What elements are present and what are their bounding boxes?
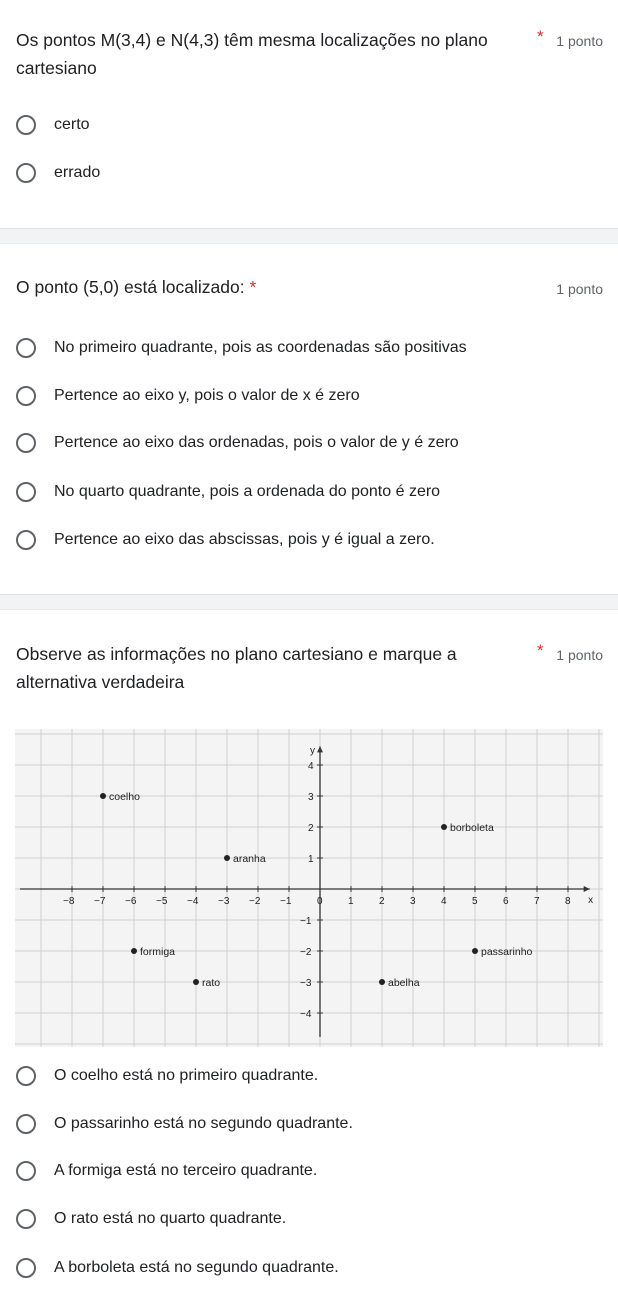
x-tick-label: −1 (280, 896, 292, 907)
option-label: certo (54, 116, 90, 133)
x-tick-label: 0 (317, 896, 323, 907)
question-divider (0, 228, 618, 244)
q2-option-2[interactable] (16, 382, 360, 410)
x-tick-label: 8 (565, 896, 571, 907)
q3-option-5[interactable] (16, 1254, 339, 1282)
option-label: No quarto quadrante, pois a ordenada do ponto é zero (54, 483, 441, 500)
cartesian-plane-image (15, 729, 603, 1047)
data-point-label: borboleta (450, 822, 494, 834)
radio-button[interactable] (16, 1209, 36, 1229)
y-tick-label: 3 (308, 792, 314, 803)
y-axis-arrow (317, 746, 323, 752)
data-point-label: aranha (233, 853, 266, 865)
x-tick-label: −7 (94, 896, 106, 907)
x-tick-label: −8 (63, 896, 75, 907)
required-asterisk: * (537, 27, 544, 46)
q1-option-errado[interactable] (16, 159, 100, 187)
x-tick-label: −2 (249, 896, 261, 907)
option-label: O coelho está no primeiro quadrante. (54, 1067, 319, 1084)
question-2-title-text: O ponto (5,0) está localizado: (16, 277, 245, 297)
y-tick-label: −3 (300, 978, 312, 989)
radio-button[interactable] (16, 530, 36, 550)
option-label: Pertence ao eixo das abscissas, pois y é igual a zero. (54, 531, 435, 548)
data-point-aranha (224, 855, 230, 861)
question-1-title: Os pontos M(3,4) e N(4,3) têm mesma localizações no plano cartesiano (16, 30, 488, 78)
y-tick-label: −4 (300, 1009, 312, 1020)
x-tick-label: 5 (472, 896, 478, 907)
option-label: A formiga está no terceiro quadrante. (54, 1162, 318, 1179)
q3-option-1[interactable] (16, 1062, 318, 1090)
question-3-points: 1 ponto (556, 647, 603, 663)
x-tick-label: −5 (156, 896, 168, 907)
y-tick-label: −2 (300, 947, 312, 958)
q3-option-3[interactable] (16, 1157, 317, 1185)
q2-option-4[interactable] (16, 478, 440, 506)
data-point-label: passarinho (481, 946, 533, 958)
question-2-points: 1 ponto (556, 281, 603, 297)
data-point-borboleta (441, 824, 447, 830)
x-tick-label: −4 (187, 896, 199, 907)
q1-option-certo[interactable] (16, 111, 90, 139)
x-tick-label: −3 (218, 896, 230, 907)
x-axis-arrow (584, 886, 590, 892)
required-asterisk: * (249, 277, 257, 297)
radio-button[interactable] (16, 163, 36, 183)
question-3-title: Observe as informações no plano cartesiano e marque a alternativa verdadeira (16, 644, 457, 692)
data-point-formiga (131, 948, 137, 954)
question-2-title (16, 273, 496, 301)
radio-button[interactable] (16, 482, 36, 502)
x-tick-label: 1 (348, 896, 354, 907)
data-point-label: coelho (109, 791, 140, 803)
radio-button[interactable] (16, 433, 36, 453)
x-tick-label: 7 (534, 896, 540, 907)
data-point-label: abelha (388, 977, 420, 989)
y-tick-label: −1 (300, 916, 312, 927)
y-tick-label: 2 (308, 823, 314, 834)
x-tick-label: 3 (410, 896, 416, 907)
q2-option-3[interactable] (16, 429, 459, 457)
radio-button[interactable] (16, 1258, 36, 1278)
data-point-coelho (100, 793, 106, 799)
x-axis-label: x (588, 895, 594, 906)
data-point-rato (193, 979, 199, 985)
q3-option-4[interactable] (16, 1205, 286, 1233)
option-label: A borboleta está no segundo quadrante. (54, 1259, 339, 1276)
radio-button[interactable] (16, 386, 36, 406)
y-tick-label: 4 (308, 761, 314, 772)
required-asterisk: * (537, 641, 544, 660)
question-1-points: 1 ponto (556, 33, 603, 49)
data-point-label: formiga (140, 946, 176, 958)
option-label: Pertence ao eixo y, pois o valor de x é zero (54, 387, 360, 404)
option-label: errado (54, 164, 101, 181)
option-label: O rato está no quarto quadrante. (54, 1210, 287, 1227)
option-label: O passarinho está no segundo quadrante. (54, 1115, 353, 1132)
x-tick-label: 6 (503, 896, 509, 907)
question-divider (0, 594, 618, 610)
radio-button[interactable] (16, 338, 36, 358)
x-tick-label: 4 (441, 896, 447, 907)
x-tick-label: −6 (125, 896, 137, 907)
option-label: Pertence ao eixo das ordenadas, pois o valor de y é zero (54, 434, 459, 451)
data-point-label: rato (202, 977, 221, 989)
y-axis-label: y (310, 745, 315, 757)
data-point-abelha (379, 979, 385, 985)
y-tick-label: 1 (308, 854, 314, 865)
radio-button[interactable] (16, 115, 36, 135)
x-tick-label: 2 (379, 896, 385, 907)
q2-option-5[interactable] (16, 526, 435, 554)
data-point-passarinho (472, 948, 478, 954)
radio-button[interactable] (16, 1161, 36, 1181)
radio-button[interactable] (16, 1114, 36, 1134)
q2-option-1[interactable] (16, 334, 467, 362)
option-label: No primeiro quadrante, pois as coordenadas são positivas (54, 339, 467, 356)
q3-option-2[interactable] (16, 1110, 353, 1138)
cartesian-chart (15, 729, 603, 1047)
radio-button[interactable] (16, 1066, 36, 1086)
